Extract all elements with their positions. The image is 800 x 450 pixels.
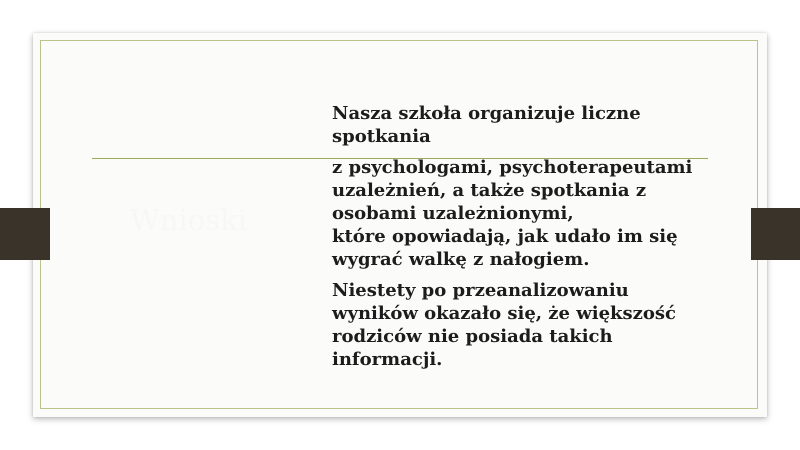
- text-line: wygrać walkę z nałogiem.: [332, 249, 590, 270]
- text-line: rodziców nie posiada takich: [332, 326, 613, 347]
- text-line: które opowiadają, jak udało im się: [332, 226, 678, 247]
- slide-body: [332, 102, 742, 379]
- slide-title: Wnioski: [130, 203, 247, 237]
- paragraph-2: [332, 156, 742, 271]
- paragraph-1: [332, 102, 742, 148]
- text-line: uzależnień, a także spotkania z: [332, 180, 647, 201]
- text-line: osobami uzależnionymi,: [332, 203, 574, 224]
- text-line: z psychologami, psychoterapeutami: [332, 157, 693, 178]
- text-line: Niestety po przeanalizowaniu: [332, 280, 629, 301]
- left-accent-bar: [0, 208, 50, 260]
- right-accent-bar: [751, 208, 800, 260]
- paragraph-3: [332, 279, 742, 371]
- text-line: wyników okazało się, że większość: [332, 303, 676, 324]
- text-line: Nasza szkoła organizuje liczne: [332, 103, 641, 124]
- text-line: spotkania: [332, 126, 431, 147]
- text-line: informacji.: [332, 349, 443, 370]
